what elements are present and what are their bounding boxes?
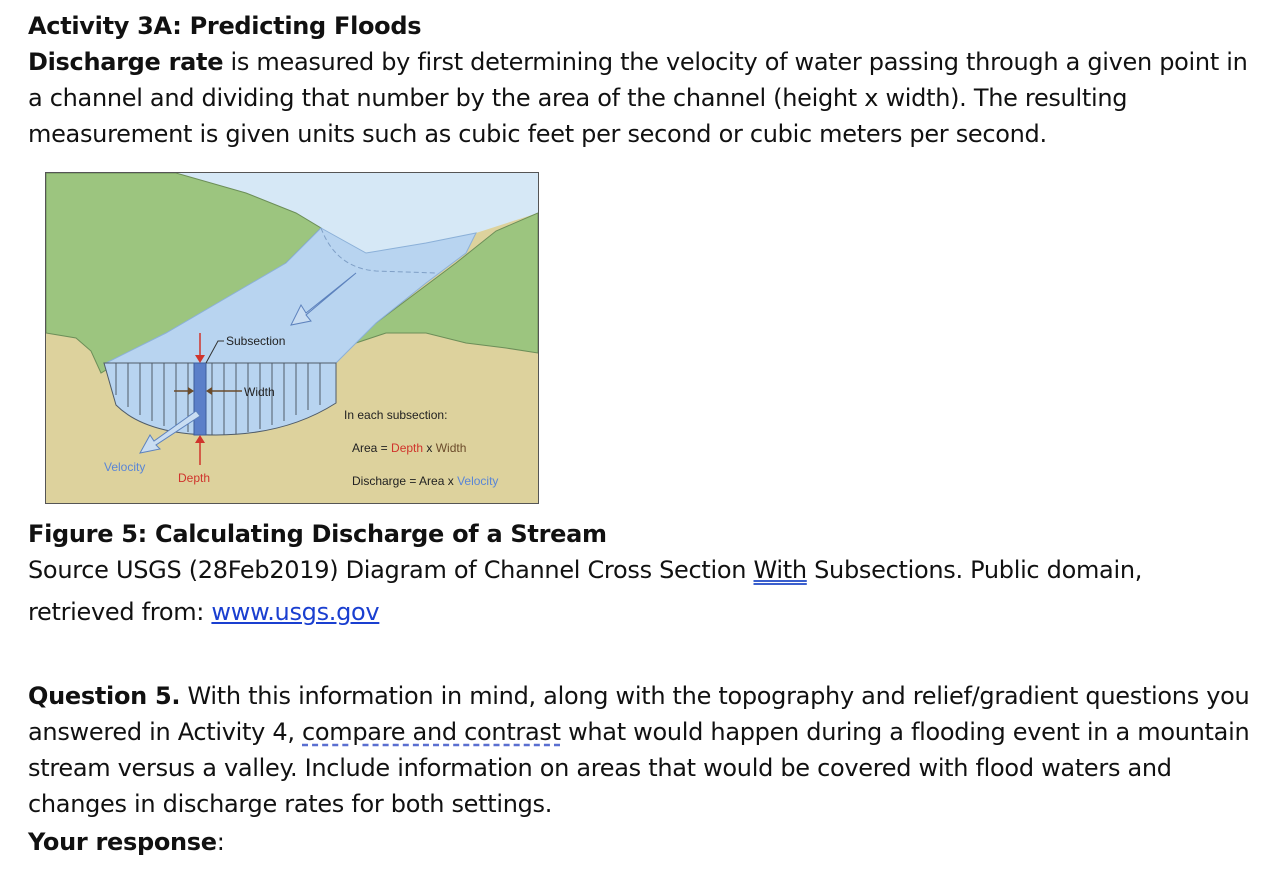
discharge-rate-term: Discharge rate	[28, 48, 224, 76]
response-label: Your response	[28, 828, 217, 856]
response-colon: :	[216, 828, 225, 856]
channel-diagram	[46, 173, 538, 503]
activity-title: Activity 3A: Predicting Floods	[28, 12, 422, 40]
retrieved-pre: retrieved from:	[28, 598, 212, 626]
source-with: With	[753, 556, 807, 584]
label-velocity: Velocity	[104, 460, 146, 474]
discharge-label: Discharge = Area x	[352, 474, 458, 488]
label-subsection: Subsection	[226, 334, 286, 348]
figure-caption-title: Figure 5: Calculating Discharge of a Stream	[28, 520, 607, 548]
area-formula	[352, 441, 466, 455]
area-width: Width	[435, 441, 467, 455]
area-depth: Depth	[391, 441, 424, 455]
question-5	[28, 678, 1253, 822]
question-label: Question 5.	[28, 682, 181, 710]
question-text-a: With this information in mind, along with the topography and relief/gradient questions you answered in Activity 4,	[28, 682, 1250, 746]
channel-cross-section-figure	[45, 172, 539, 504]
retrieved-line	[28, 594, 379, 630]
compare-contrast: compare and contrast	[302, 718, 561, 746]
source-post: Subsections. Public domain,	[806, 556, 1143, 584]
usgs-link[interactable]: www.usgs.gov	[211, 598, 380, 626]
question-text-b: what would happen during a flooding event in a mountain stream versus a valley. Include information on areas that would be covered with flood waters and changes in discharge rates for both settings.	[28, 718, 1250, 818]
discharge-velocity: Velocity	[457, 474, 499, 488]
area-x: x	[423, 441, 436, 455]
intro-paragraph	[28, 44, 1258, 152]
highlighted-subsection	[194, 363, 206, 435]
label-depth: Depth	[178, 471, 211, 485]
discharge-formula	[352, 474, 498, 488]
area-label: Area =	[352, 441, 392, 455]
source-pre: Source USGS (28Feb2019) Diagram of Channel Cross Section	[28, 556, 754, 584]
figure-source	[28, 552, 1248, 588]
intro-text: is measured by first determining the velocity of water passing through a given point in a channel and dividing that number by the area of the channel (height x width). The resulting measurement is given units such as cubic feet per second or cubic meters per second.	[28, 48, 1248, 148]
your-response[interactable]	[28, 824, 225, 860]
document-body	[28, 8, 1258, 152]
label-width: Width	[244, 385, 275, 399]
note-heading: In each subsection:	[344, 408, 448, 422]
